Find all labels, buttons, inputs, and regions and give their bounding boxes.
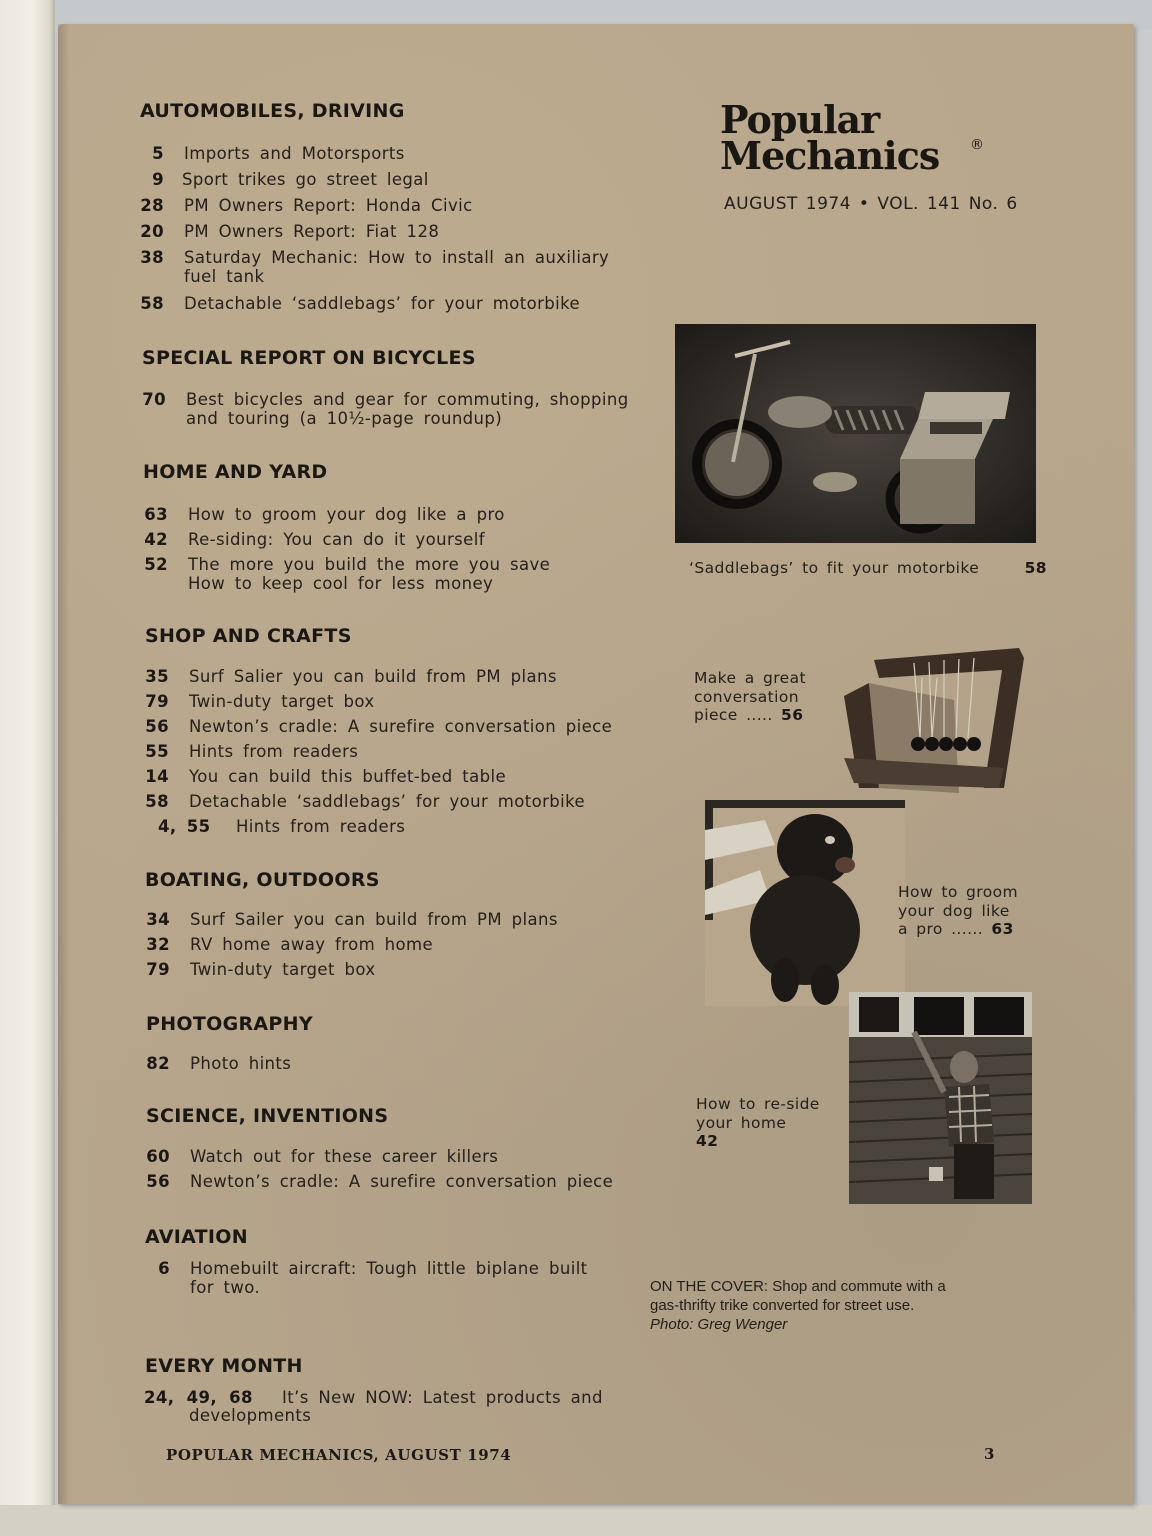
- page-number: 42: [144, 530, 168, 549]
- toc-item: [144, 1147, 499, 1166]
- article-title: Detachable ‘saddlebags’ for your motorbike: [184, 294, 581, 313]
- article-title: Detachable ‘saddlebags’ for your motorbike: [189, 792, 586, 811]
- photo-caption: [696, 1095, 836, 1151]
- toc-item: [144, 1259, 588, 1297]
- article-title: How to groom your dog like a pro: [188, 505, 505, 524]
- photo-caption: [898, 883, 1038, 939]
- running-footer: POPULAR MECHANICS, AUGUST 1974: [166, 1446, 512, 1464]
- article-title-continued: How to keep cool for less money: [188, 574, 494, 593]
- section-heading: EVERY MONTH: [145, 1355, 303, 1377]
- magazine-logo: [720, 97, 940, 178]
- section-heading: SHOP AND CRAFTS: [145, 625, 352, 647]
- newtons-cradle-illustration: [834, 638, 1030, 804]
- page-number: 35: [145, 667, 169, 686]
- registered-mark: ®: [970, 137, 984, 153]
- toc-item: [138, 144, 405, 163]
- page-number: 38: [140, 248, 164, 267]
- page-number: 58: [145, 792, 169, 811]
- page-number: 58: [140, 294, 164, 313]
- poodle-illustration: [705, 800, 905, 1006]
- caption-line: conversation: [694, 687, 799, 706]
- dog-grooming-photo: [705, 800, 905, 1006]
- article-title: Imports and Motorsports: [184, 144, 405, 163]
- cover-note-line: [650, 1277, 946, 1296]
- section-heading: PHOTOGRAPHY: [146, 1013, 313, 1035]
- section-heading: SCIENCE, INVENTIONS: [146, 1105, 389, 1127]
- newtons-cradle-photo: [834, 638, 1030, 804]
- toc-item: [138, 222, 440, 241]
- caption-line: [898, 920, 1038, 939]
- page-number: 56: [145, 717, 169, 736]
- section-heading: HOME AND YARD: [143, 461, 328, 483]
- caption-line: [694, 706, 824, 725]
- article-title: PM Owners Report: Fiat 128: [184, 222, 440, 241]
- photo-caption: [689, 559, 1059, 578]
- toc-item: [144, 960, 376, 979]
- issue-info: AUGUST 1974 • VOL. 141 No. 6: [724, 194, 1018, 214]
- logo-line-2: Mechanics: [720, 133, 940, 178]
- caption-page-number: 56: [781, 706, 804, 724]
- page-number: 28: [140, 196, 164, 215]
- caption-line: How to groom: [898, 883, 1018, 901]
- article-title: Homebuilt aircraft: Tough little biplane built: [190, 1259, 588, 1278]
- article-title: Hints from readers: [189, 742, 359, 761]
- house-siding-illustration: [849, 992, 1032, 1204]
- page-number: 24, 49, 68: [144, 1388, 253, 1407]
- toc-item: [138, 170, 429, 189]
- page-number: 79: [145, 692, 169, 711]
- toc-item: [144, 1388, 603, 1425]
- article-title: Twin-duty target box: [190, 960, 376, 979]
- page-number: 14: [145, 767, 169, 786]
- page-number: 6: [158, 1259, 170, 1278]
- article-title: Surf Sailer you can build from PM plans: [190, 910, 558, 929]
- caption-line: Make a great: [694, 669, 806, 687]
- article-title: Saturday Mechanic: How to install an auxiliary: [184, 248, 610, 267]
- page-number: 20: [140, 222, 164, 241]
- page-number: 52: [144, 555, 168, 574]
- toc-item: [144, 935, 434, 954]
- article-title: PM Owners Report: Honda Civic: [184, 196, 473, 215]
- article-title-continued: developments: [189, 1406, 312, 1425]
- page-number: 56: [146, 1172, 170, 1191]
- caption-line-text: a pro ......: [898, 920, 984, 938]
- cover-note: [650, 1277, 946, 1334]
- article-title: Newton’s cradle: A surefire conversation piece: [190, 1172, 614, 1191]
- cover-note-line: gas-thrifty trike converted for street use.: [650, 1297, 915, 1314]
- article-title: The more you build the more you save: [188, 555, 551, 574]
- article-title: You can build this buffet-bed table: [189, 767, 506, 786]
- article-title: Newton’s cradle: A surefire conversation piece: [189, 717, 613, 736]
- toc-item: [142, 555, 551, 593]
- caption-page-number: 58: [1024, 559, 1047, 577]
- re-siding-photo: [849, 992, 1032, 1204]
- facing-page-edge: [0, 0, 55, 1536]
- article-title: It’s New NOW: Latest products and: [282, 1388, 603, 1407]
- article-title-continued: and touring (a 10½-page roundup): [186, 409, 503, 428]
- page-number: 55: [145, 742, 169, 761]
- toc-item: [144, 1172, 614, 1191]
- toc-item: [143, 742, 359, 761]
- motorbike-illustration: [675, 324, 1036, 543]
- page-number: 82: [146, 1054, 170, 1073]
- toc-item: [142, 505, 505, 524]
- caption-line-text: piece .....: [694, 706, 773, 724]
- page-number: 34: [146, 910, 170, 929]
- caption-text: ‘Saddlebags’ to fit your motorbike: [689, 559, 980, 577]
- toc-item: [140, 390, 629, 428]
- article-title: Sport trikes go street legal: [182, 170, 429, 189]
- article-title-continued: fuel tank: [184, 267, 265, 286]
- caption-line-text: your home: [696, 1113, 787, 1132]
- toc-item: [143, 667, 557, 686]
- magazine-page: [58, 24, 1134, 1504]
- caption-line: your dog like: [898, 901, 1010, 920]
- logo-line-1: Popular: [720, 97, 880, 142]
- toc-item: [138, 248, 610, 286]
- toc-item: [158, 817, 406, 836]
- cover-text: Shop and commute with a: [768, 1278, 946, 1295]
- section-heading: AVIATION: [145, 1226, 248, 1248]
- page-number: 9: [152, 170, 164, 189]
- page-number: 70: [142, 390, 166, 409]
- page-number: 32: [146, 935, 170, 954]
- table-surface: [0, 1505, 1152, 1536]
- toc-item: [138, 294, 581, 313]
- page-number-footer: 3: [984, 1445, 995, 1463]
- article-title: Hints from readers: [236, 817, 406, 836]
- article-title: Re-siding: You can do it yourself: [188, 530, 485, 549]
- caption-page-number: 63: [991, 920, 1014, 938]
- caption-line: How to re-side: [696, 1095, 820, 1113]
- toc-item: [143, 767, 506, 786]
- toc-item: [138, 196, 473, 215]
- toc-item: [144, 910, 558, 929]
- article-title: Photo hints: [190, 1054, 292, 1073]
- photo-credit: Photo: Greg Wenger: [650, 1316, 788, 1333]
- toc-item: [143, 717, 613, 736]
- caption-line: [696, 1114, 836, 1151]
- motorbike-saddlebags-photo: [675, 324, 1036, 543]
- article-title: Twin-duty target box: [189, 692, 375, 711]
- toc-item: [142, 530, 485, 549]
- page-number: 63: [144, 505, 168, 524]
- toc-item: [143, 792, 586, 811]
- page-number: 5: [152, 144, 164, 163]
- section-heading: BOATING, OUTDOORS: [145, 869, 380, 891]
- toc-item: [143, 692, 375, 711]
- article-title-continued: for two.: [190, 1278, 261, 1297]
- page-number: 60: [146, 1147, 170, 1166]
- section-heading: AUTOMOBILES, DRIVING: [140, 100, 405, 122]
- caption-page-number: 42: [696, 1132, 719, 1150]
- page-number: 79: [146, 960, 170, 979]
- toc-item: [144, 1054, 292, 1073]
- section-heading: SPECIAL REPORT ON BICYCLES: [142, 347, 476, 369]
- article-title: Best bicycles and gear for commuting, shopping: [186, 390, 629, 409]
- cover-label: ON THE COVER:: [650, 1278, 769, 1295]
- article-title: RV home away from home: [190, 935, 434, 954]
- article-title: Watch out for these career killers: [190, 1147, 499, 1166]
- photo-caption: [694, 669, 824, 725]
- article-title: Surf Salier you can build from PM plans: [189, 667, 557, 686]
- page-number: 4, 55: [158, 817, 211, 836]
